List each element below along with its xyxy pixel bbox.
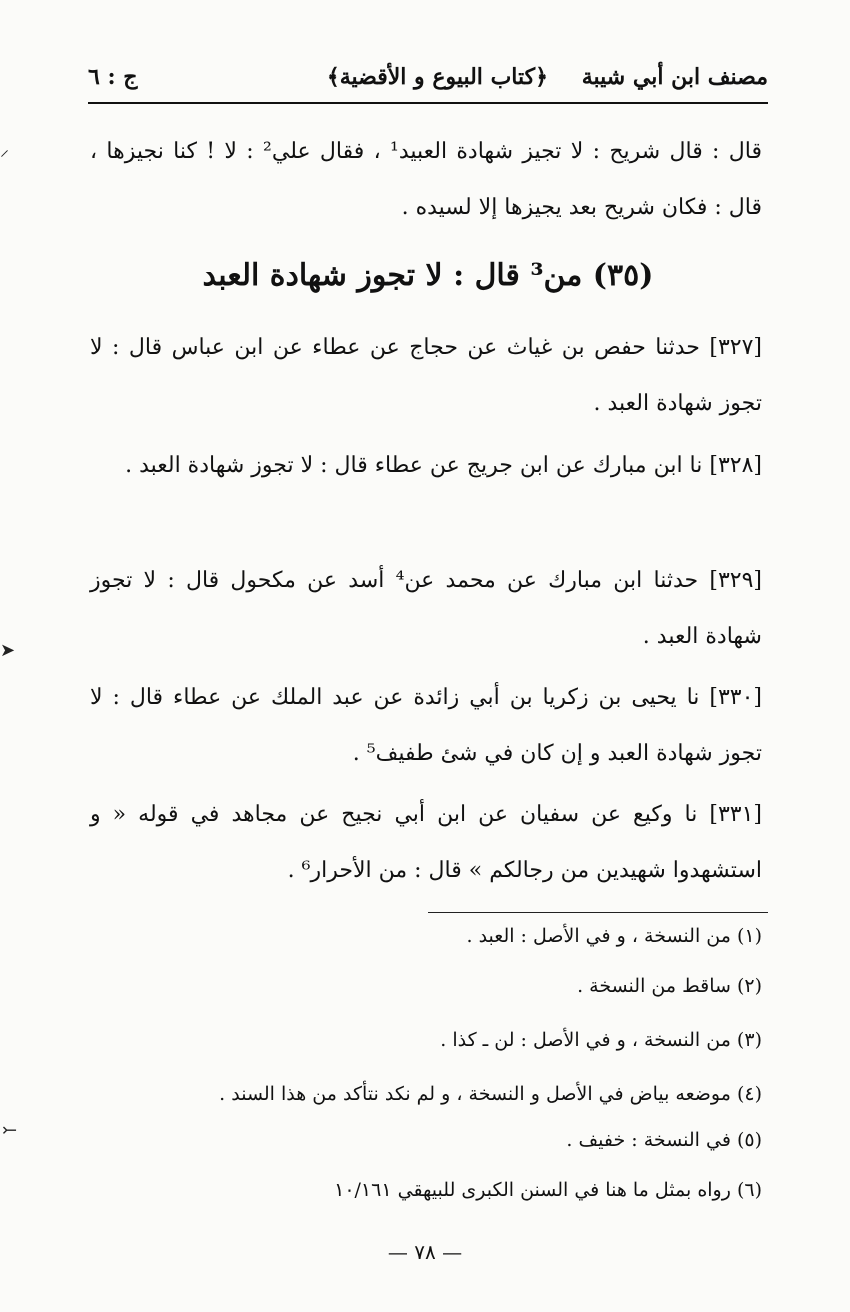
footnote-3: (٣) من النسخة ، و في الأصل : لن ـ كذا . (440, 1029, 762, 1051)
paragraph-intro: قال : قال شريح : لا تجيز شهادة العبيد¹ ، فقال علي² : لا ! كنا نجيزها ، قال : فكان شريح بعد يجيزها إلا لسيده . (90, 139, 762, 220)
footnote-4: (٤) موضعه بياض في الأصل و النسخة ، و لم نكد نتأكد من هذا السند . (219, 1083, 762, 1105)
page-number: — ٧٨ — (387, 1240, 463, 1264)
volume-number: ج : ٦ (88, 64, 138, 90)
footnote-5: (٥) في النسخة : خفيف . (566, 1129, 762, 1151)
hadith-331: [٣٣١] نا وكيع عن سفيان عن ابن أبي نجيح عن مجاهد في قوله « و استشهدوا شهيدين من رجالكم » قال : من الأحرار⁶ . (90, 802, 762, 883)
footnote-1: (١) من النسخة ، و في الأصل : العبد . (466, 925, 762, 947)
footnote-6: (٦) رواه بمثل ما هنا في السنن الكبرى للبيهقي ١٠/١٦١ (334, 1179, 762, 1201)
margin-mark: ➤ (0, 640, 16, 661)
running-header (88, 58, 768, 100)
footnote-2: (٢) ساقط من النسخة . (577, 975, 762, 997)
book-title: مصنف ابن أبي شيبة (581, 64, 768, 90)
hadith-327: [٣٢٧] حدثنا حفص بن غياث عن حجاج عن عطاء عن ابن عباس قال : لا تجوز شهادة العبد . (90, 335, 762, 416)
footnote-rule (428, 912, 768, 913)
header-rule (88, 102, 768, 104)
margin-mark: ⸍ (0, 147, 9, 168)
section-name: ﴿كتاب البيوع و الأقضية﴾ (326, 64, 548, 90)
hadith-329: [٣٢٩] حدثنا ابن مبارك عن محمد عن⁴ أسد عن مكحول قال : لا تجوز شهادة العبد . (90, 568, 762, 649)
section-title: (٣٥) من³ قال : لا تجوز شهادة العبد (202, 258, 654, 293)
hadith-330: [٣٣٠] نا يحيى بن زكريا بن أبي زائدة عن عبد الملك عن عطاء قال : لا تجوز شهادة العبد و إن كان في شئ طفيف⁵ . (90, 685, 762, 766)
hadith-328: [٣٢٨] نا ابن مبارك عن ابن جريج عن عطاء قال : لا تجوز شهادة العبد . (125, 453, 762, 478)
margin-mark: ⤚ (2, 1120, 18, 1141)
